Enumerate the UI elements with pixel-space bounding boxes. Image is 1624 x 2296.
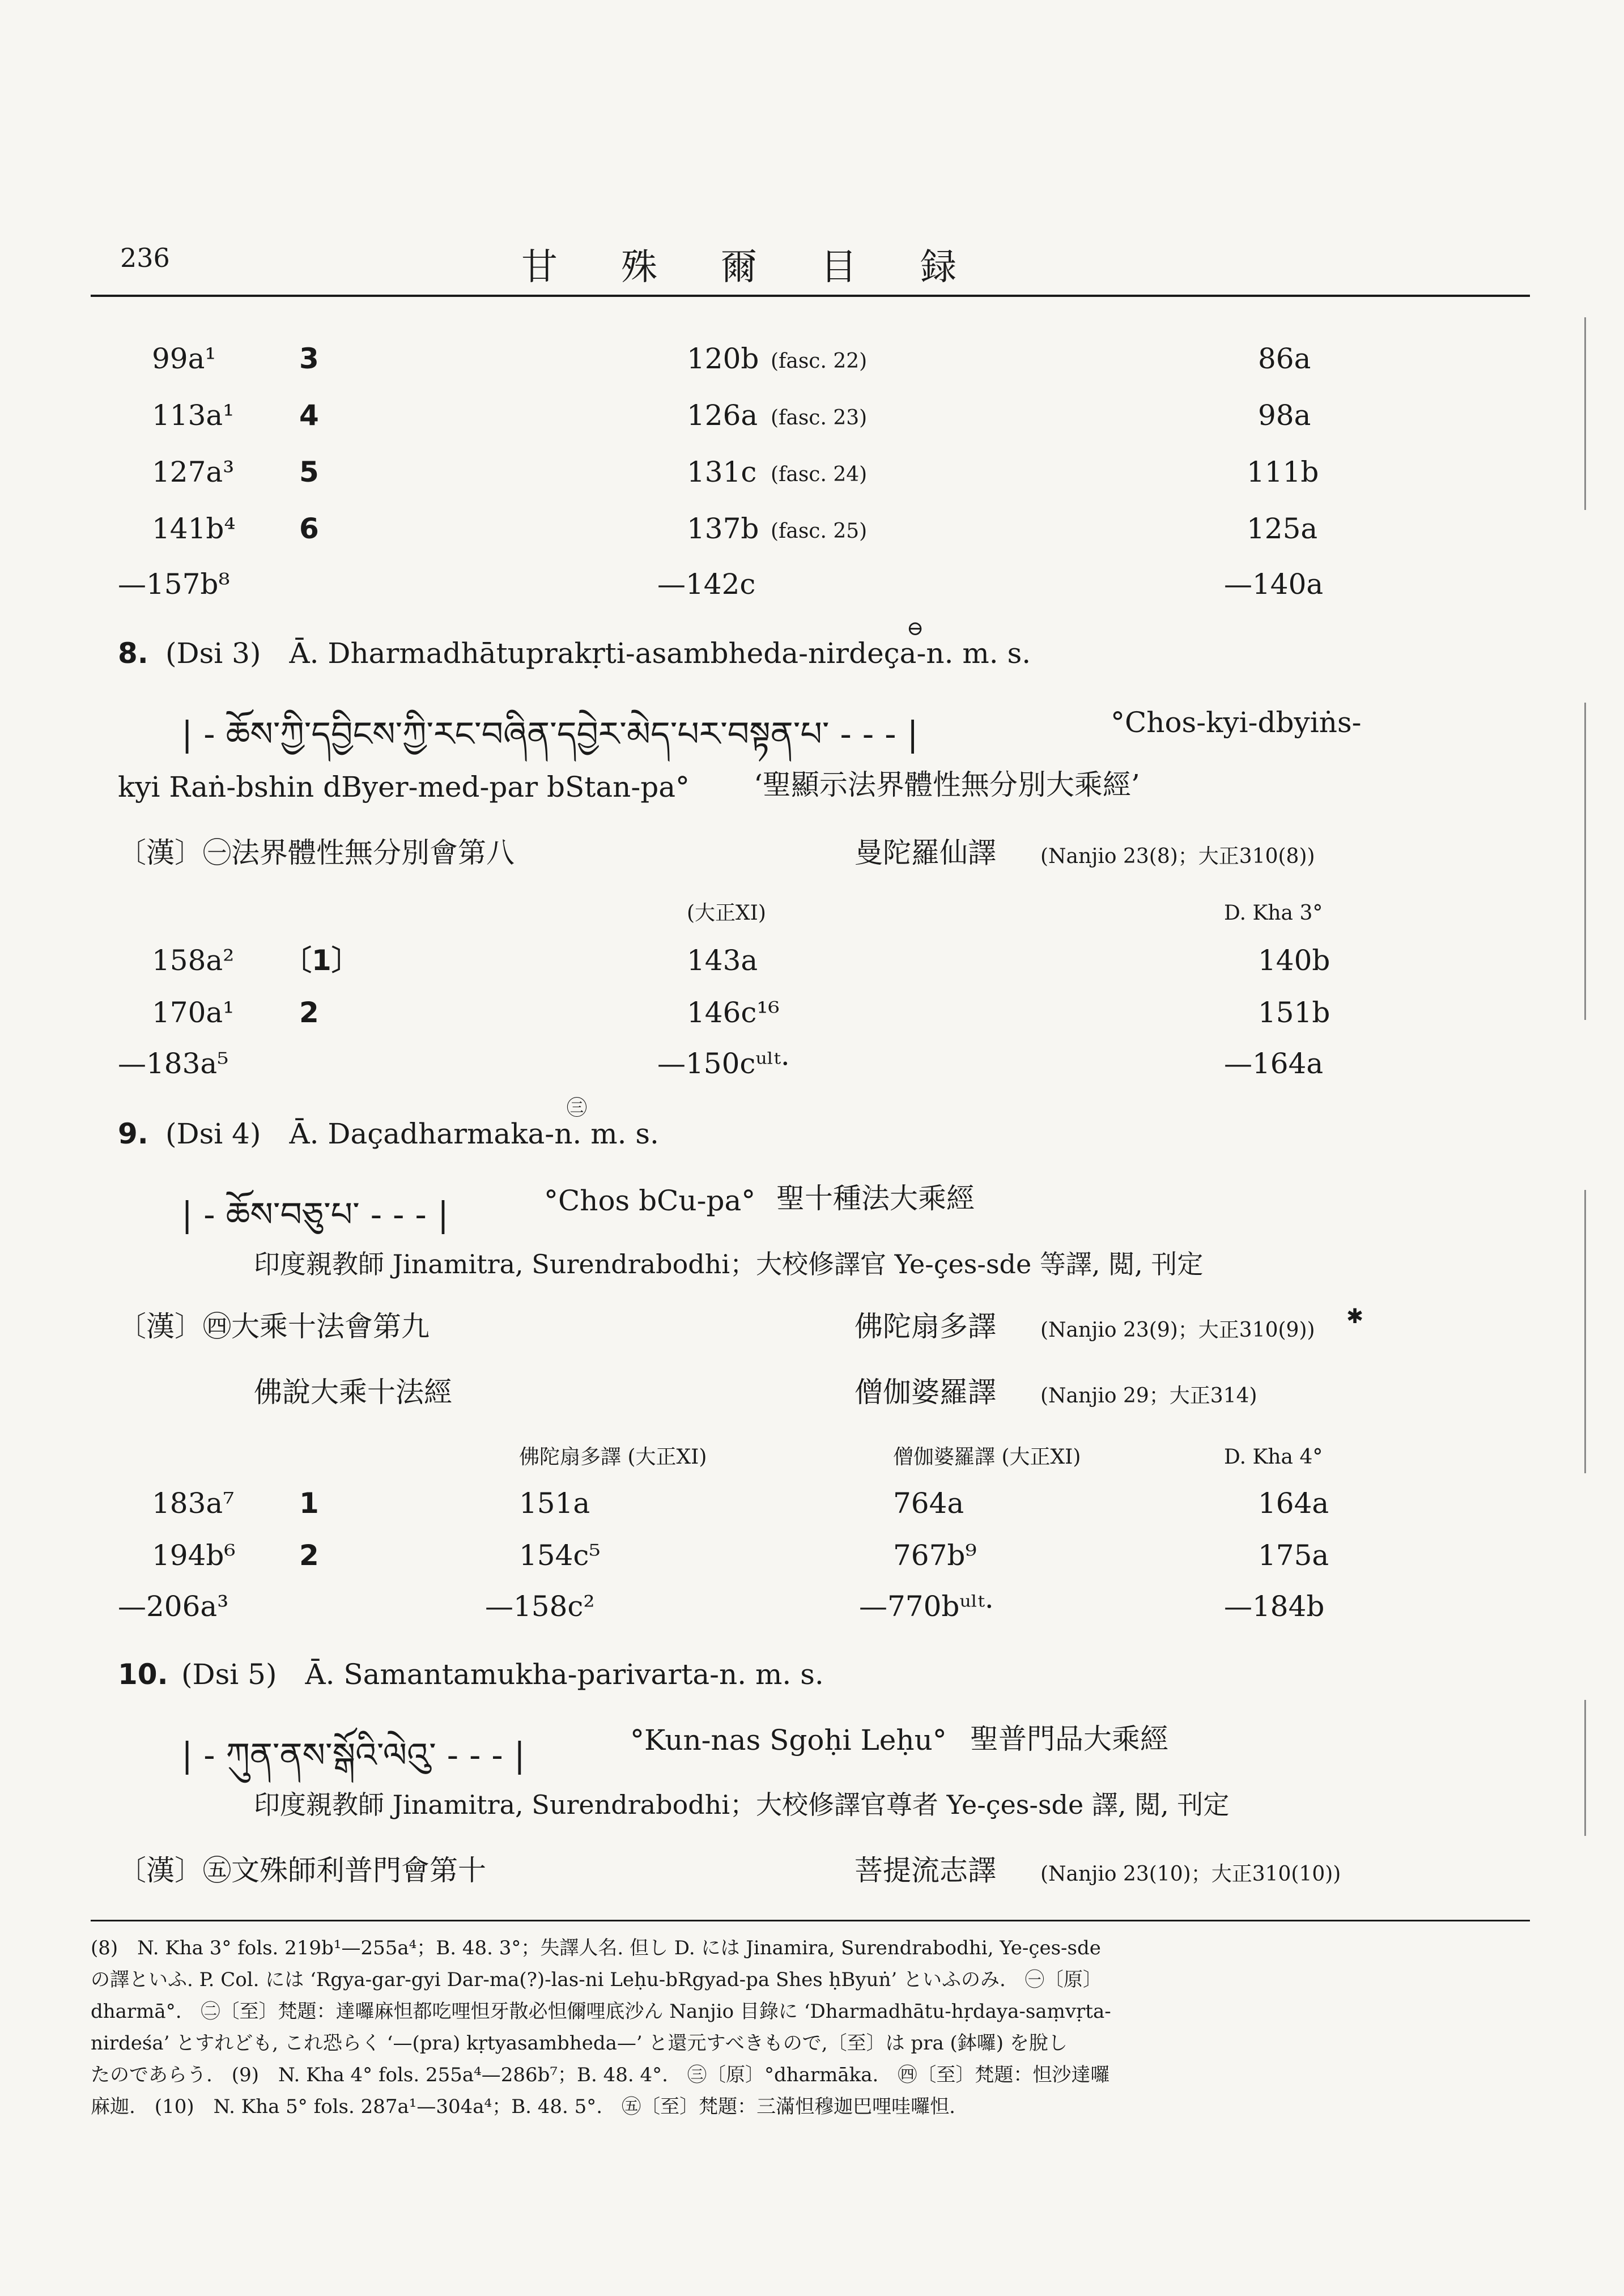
table-cell: 111b — [1247, 456, 1319, 488]
japanese-title: ‘聖顯示法界體性無分別大乘經’ — [754, 768, 1140, 801]
chinese-parallel: 佛說大乘十法經 — [254, 1376, 452, 1409]
table-cell: 2 — [299, 996, 319, 1029]
table-cell: 〔1〕 — [283, 944, 360, 977]
table-cell: 126a — [687, 399, 758, 432]
footnote-marker: ㊂ — [567, 1096, 588, 1120]
translator-ref: (Nanjio 23(9)；大正310(9)) — [1040, 1319, 1315, 1342]
column-header: D. Kha 4° — [1224, 1445, 1323, 1469]
table-cell: 131c — [687, 456, 757, 488]
tibetan-romanized: °Chos-kyi-dbyiṅs- — [1111, 706, 1362, 739]
tibetan-romanized: °Chos bCu-pa° — [544, 1184, 756, 1217]
table-cell: 141b⁴ — [152, 512, 236, 545]
table-cell: 154c⁵ — [519, 1539, 601, 1572]
chinese-parallel: 〔漢〕㊃大乘十法會第九 — [118, 1310, 430, 1343]
star-mark: ✱ — [1346, 1305, 1364, 1328]
table-cell: —770bᵘˡᵗ· — [859, 1590, 994, 1623]
table-cell: 113a¹ — [152, 399, 235, 432]
table-cell: (fasc. 22) — [771, 350, 868, 373]
translator: 僧伽婆羅譯 — [854, 1376, 996, 1409]
table-cell: 98a — [1258, 399, 1311, 432]
chinese-parallel: 〔漢〕㊄文殊師利普門會第十 — [118, 1854, 486, 1887]
table-cell: 183a⁷ — [152, 1487, 235, 1520]
tibetan-title: | - ཀུན་ནས་སྒོའི་ལེའུ་ - - - | — [181, 1736, 525, 1775]
footnote-line: 麻迦. (10) N. Kha 5° fols. 287a¹—304a⁴；B. 48. 5°. ㊄〔至〕梵題：三滿怛穆迦巴哩哇囉怛. — [91, 2095, 955, 2118]
table-cell: 140b — [1258, 944, 1330, 977]
column-header: 僧伽婆羅譯 (大正XI) — [893, 1445, 1081, 1469]
translator-ref: (Nanjio 23(8)；大正310(8)) — [1040, 845, 1315, 868]
table-cell: —206a³ — [118, 1590, 229, 1623]
table-cell: 137b — [687, 512, 759, 545]
tibetan-romanized: °Kun-nas Sgoḥi Leḥu° — [630, 1724, 947, 1757]
translator: 菩提流志譯 — [854, 1854, 996, 1887]
column-header: 佛陀扇多譯 (大正XI) — [519, 1445, 707, 1469]
table-cell: 86a — [1258, 342, 1311, 375]
footnote-line: dharmā°. ㊁〔至〕梵題：達囉麻怛都吃哩怛牙散必怛儞哩底沙ん Nanjio 目錄に ‘Dharmadhātu-hṛdaya-saṃvṛta- — [91, 2000, 1111, 2023]
tibetan-title: | - ཆོས་བཅུ་པ་ - - - | — [181, 1195, 449, 1235]
table-cell: —184b — [1224, 1590, 1325, 1623]
table-cell: 164a — [1258, 1487, 1329, 1520]
entry-title: (Dsi 3) Ā. Dharmadhātuprakṛti-asambheda-nirdeça-n. m. s. — [165, 637, 1031, 670]
table-cell: 1 — [299, 1487, 319, 1520]
table-cell: 127a³ — [152, 456, 235, 488]
tibetan-title: | - ཆོས་ཀྱི་དབྱིངས་ཀྱི་རང་བཞིན་དབྱེར་མེད་པར་བསྟན་པ་ - - - | — [181, 715, 919, 754]
table-cell: 194b⁶ — [152, 1539, 236, 1572]
table-cell: —183a⁵ — [118, 1047, 229, 1080]
table-cell: 170a¹ — [152, 996, 235, 1029]
table-cell: 146c¹⁶ — [687, 996, 780, 1029]
entry-number: 8. — [118, 637, 148, 670]
header-rule — [91, 295, 1530, 297]
footnote-line: nirdeśa’ とすれども, これ恐らく ‘—(pra) kṛtyasambheda—’ と還元すべきもので,〔至〕は pra (鉢囉) を脫し — [91, 2032, 1068, 2055]
table-cell: 175a — [1258, 1539, 1329, 1572]
entry-number: 10. — [118, 1658, 168, 1691]
table-cell: 99a¹ — [152, 342, 216, 375]
column-header: (大正XI) — [687, 902, 766, 925]
translator-ref: (Nanjio 23(10)；大正310(10)) — [1040, 1863, 1341, 1886]
entry-title: (Dsi 4) Ā. Daçadharmaka-n. m. s. — [165, 1117, 659, 1150]
translator-ref: (Nanjio 29；大正314) — [1040, 1384, 1257, 1408]
table-cell: 5 — [299, 456, 319, 488]
table-cell: —164a — [1224, 1047, 1324, 1080]
translators-line: 印度親教師 Jinamitra, Surendrabodhi；大校修譯官 Ye-çes-sde 等譯, 閲, 刊定 — [254, 1249, 1204, 1279]
table-cell: —140a — [1224, 568, 1324, 601]
table-cell: 4 — [299, 399, 319, 432]
entry-number: 9. — [118, 1117, 148, 1150]
translators-line: 印度親教師 Jinamitra, Surendrabodhi；大校修譯官尊者 Ye-çes-sde 譯, 閲, 刊定 — [254, 1789, 1230, 1820]
footnote-marker: ⊖ — [907, 617, 924, 640]
table-cell: 767b⁹ — [893, 1539, 977, 1572]
table-cell: 764a — [893, 1487, 964, 1520]
table-cell: 120b — [687, 342, 759, 375]
table-cell: 2 — [299, 1539, 319, 1572]
tibetan-romanized: kyi Raṅ-bshin dByer-med-par bStan-pa° — [118, 771, 690, 803]
scan-edge-mark — [1584, 1700, 1586, 1836]
table-cell: (fasc. 25) — [771, 520, 868, 543]
entry-title: (Dsi 5) Ā. Samantamukha-parivarta-n. m. s. — [181, 1658, 824, 1691]
scan-edge-mark — [1584, 703, 1586, 1020]
chinese-parallel: 〔漢〕㊀法界體性無分別會第八 — [118, 836, 515, 869]
footnote-rule — [91, 1920, 1530, 1921]
footnote-line: (8) N. Kha 3° fols. 219b¹—255a⁴；B. 48. 3°；失譯人名. 但し D. には Jinamira, Surendrabodhi, Ye-çes-sde — [91, 1937, 1101, 1959]
scan-edge-mark — [1584, 1190, 1586, 1473]
table-cell: 151b — [1258, 996, 1330, 1029]
page-number: 236 — [120, 243, 170, 273]
table-cell: 158a² — [152, 944, 235, 977]
running-title: 甘 殊 爾 目 録 — [521, 246, 970, 288]
table-cell: —157b⁸ — [118, 568, 230, 601]
japanese-title: 聖普門品大乘經 — [970, 1723, 1168, 1755]
table-cell: —158c² — [485, 1590, 595, 1623]
table-cell: 151a — [519, 1487, 590, 1520]
scan-edge-mark — [1584, 317, 1586, 510]
table-cell: —142c — [657, 568, 756, 601]
footnote-line: の譯といふ. P. Col. には ‘Rgya-gar-gyi Dar-ma(?)-las-ni Leḥu-bRgyad-pa Shes ḥByuṅ’ といふのみ. ㊀〔原〕 — [91, 1968, 1102, 1991]
table-cell: 6 — [299, 512, 319, 545]
table-cell: 143a — [687, 944, 758, 977]
table-cell: —150cᵘˡᵗ· — [657, 1047, 790, 1080]
column-header: D. Kha 3° — [1224, 902, 1323, 925]
table-cell: (fasc. 24) — [771, 463, 868, 486]
footnote-line: たのであらう. (9) N. Kha 4° fols. 255a⁴—286b⁷；B. 48. 4°. ㊂〔原〕°dharmāka. ㊃〔至〕梵題：怛沙達囉 — [91, 2064, 1110, 2086]
translator: 曼陀羅仙譯 — [854, 836, 996, 869]
table-cell: 3 — [299, 342, 319, 375]
translator: 佛陀扇多譯 — [854, 1310, 996, 1343]
japanese-title: 聖十種法大乘經 — [776, 1182, 975, 1215]
table-cell: 125a — [1247, 512, 1318, 545]
table-cell: (fasc. 23) — [771, 406, 868, 430]
